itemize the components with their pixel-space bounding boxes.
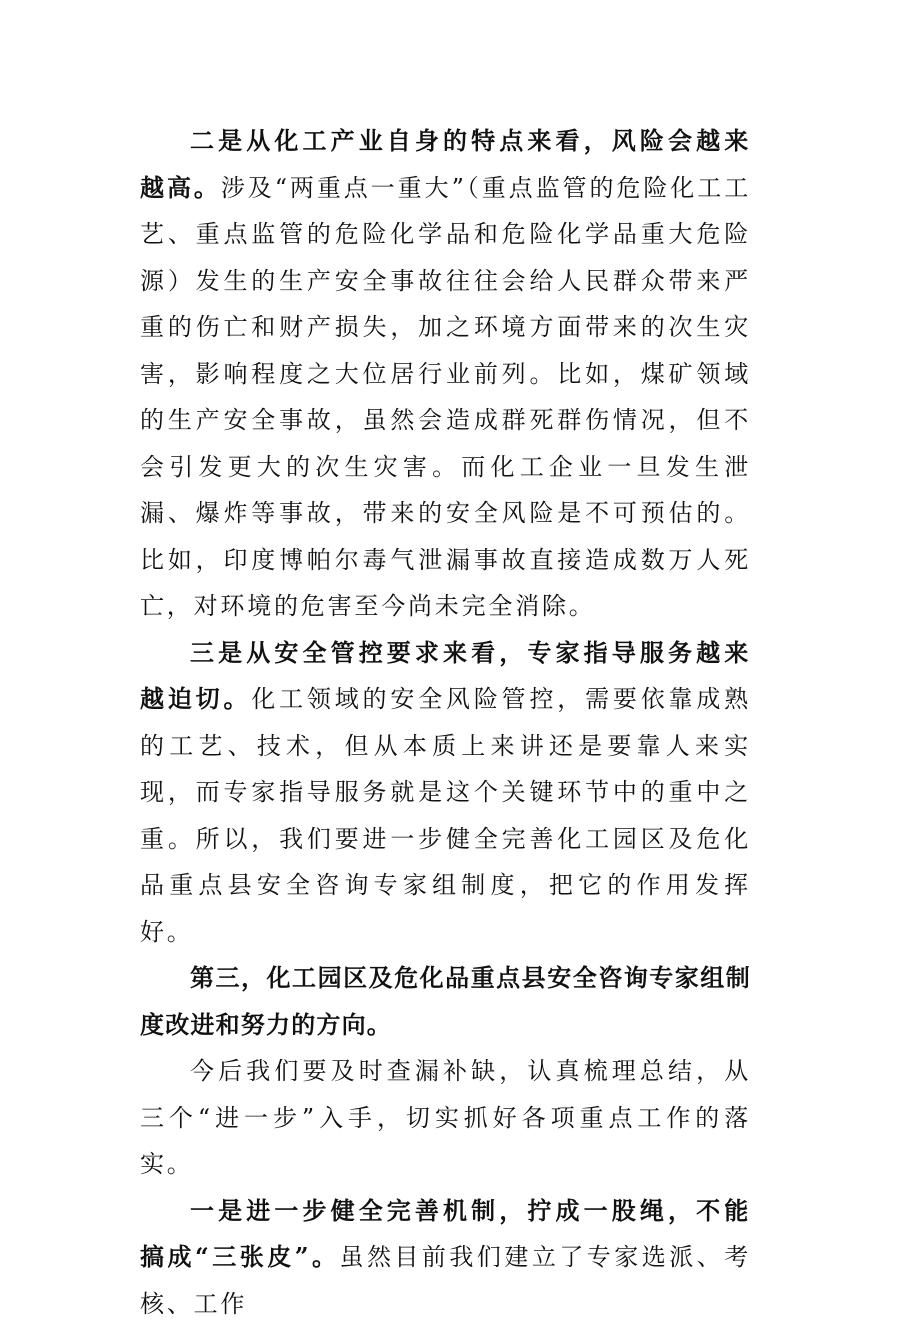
paragraph-intro: [140, 1048, 751, 1188]
paragraph-expert-service-body: 化工领域的安全风险管控，需要依靠成熟的工艺、技术，但从本质上来讲还是要靠人来实现，而专家指导服务就是这个关键环节中的重中之重。所以，我们要进一步健全完善化工园区及危化品重点县安全咨询专家组制度，把它的作用发挥好。: [140, 685, 751, 946]
paragraph-mechanism-body: 虽然目前我们建立了专家选派、考核、工作: [140, 1243, 751, 1318]
paragraph-risk-body: 涉及“两重点一重大”（重点监管的危险化工工艺、重点监管的危险化学品和危险化学品重大危险源）发生的生产安全事故往往会给人民群众带来严重的伤亡和财产损失，加之环境方面带来的次生灾害，影响程度之大位居行业前列。比如，煤矿领域的生产安全事故，虽然会造成群死群伤情况，但不会引发更大的次生灾害。而化工企业一旦发生泄漏、爆炸等事故，带来的安全风险是不可预估的。比如，印度博帕尔毒气泄漏事故直接造成数万人死亡，对环境的危害至今尚未完全消除。: [140, 174, 751, 621]
paragraph-mechanism-lead: 一是进一步健全完善机制，拧成一股绳，不能搞成“三张皮”。: [140, 1196, 751, 1272]
paragraph-expert-service: [140, 630, 751, 956]
paragraph-risk: [140, 118, 751, 630]
paragraph-expert-service-lead: 三是从安全管控要求来看，专家指导服务越来越迫切。: [140, 638, 751, 714]
paragraph-mechanism: [140, 1188, 751, 1327]
paragraph-risk-lead: 二是从化工产业自身的特点来看，风险会越来越高。: [140, 126, 751, 202]
section-heading-third: 第三，化工园区及危化品重点县安全咨询专家组制度改进和努力的方向。: [140, 955, 751, 1048]
paragraph-intro-body: 今后我们要及时查漏补缺，认真梳理总结，从三个“进一步”入手，切实抓好各项重点工作的落实。: [140, 1057, 751, 1178]
